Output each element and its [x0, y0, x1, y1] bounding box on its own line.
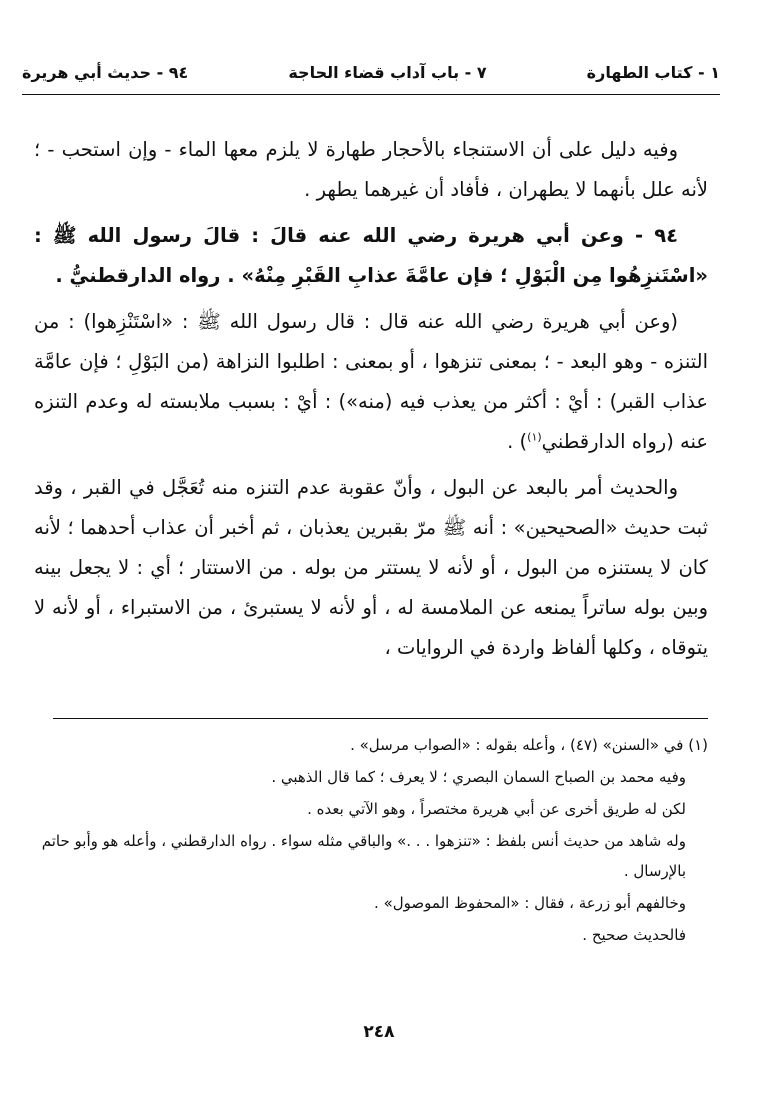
page-number: ٢٤٨: [363, 1022, 395, 1042]
paragraph-explanation: [34, 302, 708, 462]
main-text: [34, 130, 708, 674]
explanation-text: (وعن أبي هريرة رضي الله عنه قال : قال رسول الله ﷺ : «اسْتَنْزِهوا) : من التنزه - وهو البعد - ؛ بمعنى تنزهوا ، أو بمعنى : اطلبوا النزاهة (من البَوْلِ ؛ فإن عامَّة عذاب القبر) : أيْ : أكثر من يعذب فيه (منه») : أيْ : بسبب ملابسته له وعدم التنزه عنه (رواه الدارقطني: [34, 310, 708, 453]
footnote-line: لكن له طريق أخرى عن أبي هريرة مختصراً ، وهو الآتي بعده .: [307, 800, 686, 818]
paragraph-discussion: والحديث أمر بالبعد عن البول ، وأنّ عقوبة عدم التنزه منه تُعَجَّل في القبر ، وقد ثبت حديث «الصحيحين» : أنه ﷺ مرّ بقبرين يعذبان ، ثم أخبر أن عذاب أحدهما ؛ لأنه كان لا يستنزه من البول ، أو لأنه لا يستتر من بوله . من الاستتار ؛ أي : لا يجعل بينه وبين بوله ساتراً يمنعه عن الملامسة له ، أو لأنه لا يستبرئ ، من الاستبراء ، أو لأنه لا يتوقاه ، وكلها ألفاظ واردة في الروايات ،: [34, 476, 708, 659]
header-divider: [22, 94, 720, 95]
footnote-divider: [53, 718, 708, 719]
footnote-line: وله شاهد من حديث أنس بلفظ : «تنزهوا . . .» والباقي مثله سواء . رواه الدارقطني ، وأعله هو وأبو حاتم بالإرسال .: [41, 832, 686, 880]
footnote-line: وخالفهم أبو زرعة ، فقال : «المحفوظ الموصول» .: [374, 894, 686, 912]
explanation-end: ) .: [507, 430, 528, 453]
footnote-reference[interactable]: (١): [527, 430, 542, 444]
paragraph-hadith-94: ٩٤ - وعن أبي هريرة رضي الله عنه قالَ : قالَ رسول الله ﷺ : «اسْتَنزِهُوا مِن الْبَوْلِ ؛ فإن عامَّةَ عذابِ القَبْرِ مِنْهُ» . رواه الدارقطنيُّ .: [34, 224, 708, 287]
header-book-title: ١ - كتاب الطهارة: [586, 62, 720, 82]
footnote-line: وفيه محمد بن الصباح السمان البصري ؛ لا يعرف ؛ كما قال الذهبي .: [271, 768, 686, 786]
header-chapter-title: ٧ - باب آداب قضاء الحاجة: [288, 62, 487, 82]
footnote-line: فالحديث صحيح .: [582, 926, 686, 944]
footnote-1: (١) في «السنن» (٤٧) ، وأعله بقوله : «الصواب مرسل» .: [350, 736, 708, 754]
footnotes: [34, 730, 708, 952]
running-header: [22, 52, 720, 92]
header-hadith-title: ٩٤ - حديث أبي هريرة: [22, 62, 189, 82]
paragraph-commentary-intro: وفيه دليل على أن الاستنجاء بالأحجار طهارة لا يلزم معها الماء - وإن استحب - ؛ لأنه علل بأنهما لا يطهران ، فأفاد أن غيرهما يطهر .: [34, 138, 708, 201]
